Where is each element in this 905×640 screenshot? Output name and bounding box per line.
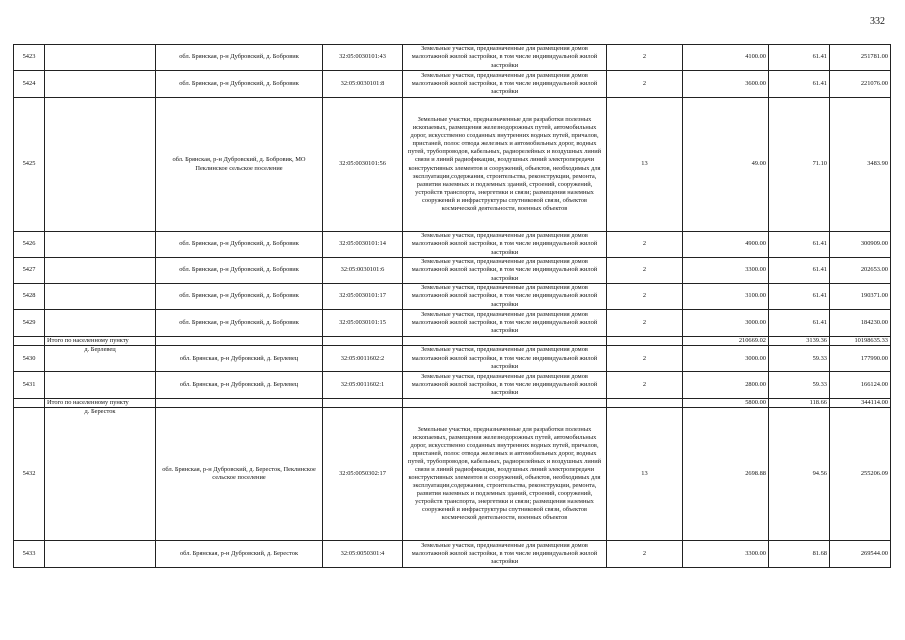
settlement-name: д. Берлевец xyxy=(45,346,156,372)
cadastral-number: 32:05:0030101:15 xyxy=(323,310,403,337)
group-number: 2 xyxy=(607,232,683,258)
cadastral-value-cell: 269544.00 xyxy=(830,541,891,568)
settlement-name xyxy=(45,284,156,310)
table-row xyxy=(14,284,891,310)
cadastral-value-cell: 300909.00 xyxy=(830,232,891,258)
record-number: 5426 xyxy=(14,232,45,258)
settlement-start-row xyxy=(14,408,891,541)
empty-cell xyxy=(403,399,607,408)
subtotal-cadastral-value: 344114.00 xyxy=(830,399,891,408)
area-cell: 3600.00 xyxy=(683,71,769,98)
land-use-purpose: Земельные участки, предназначенные для размещения домов малоэтажной жилой застройки, в том числе индивидуальной жилой застройки xyxy=(403,258,607,284)
table-row xyxy=(14,372,891,399)
record-number: 5425 xyxy=(14,98,45,232)
cadastral-value-cell: 3483.90 xyxy=(830,98,891,232)
land-use-purpose: Земельные участки, предназначенные для размещения домов малоэтажной жилой застройки, в том числе индивидуальной жилой застройки xyxy=(403,71,607,98)
land-use-purpose: Земельные участки, предназначенные для размещения домов малоэтажной жилой застройки, в том числе индивидуальной жилой застройки xyxy=(403,232,607,258)
address-cell: обл. Брянская, р-н Дубровский, д. Берлевец xyxy=(156,346,323,372)
settlement-name xyxy=(45,310,156,337)
group-number: 13 xyxy=(607,98,683,232)
area-cell: 2698.88 xyxy=(683,408,769,541)
record-number: 5433 xyxy=(14,541,45,568)
group-number: 2 xyxy=(607,541,683,568)
address-cell: обл. Брянская, р-н Дубровский, д. Бобровик, МО Пеклинское сельское поселение xyxy=(156,98,323,232)
empty-cell xyxy=(156,337,323,346)
record-number: 5427 xyxy=(14,258,45,284)
empty-cell xyxy=(14,337,45,346)
subtotal-specific-value: 118.66 xyxy=(769,399,830,408)
specific-value-cell: 94.56 xyxy=(769,408,830,541)
settlement-start-row xyxy=(14,346,891,372)
table-row xyxy=(14,232,891,258)
land-use-purpose: Земельные участки, предназначенные для размещения домов малоэтажной жилой застройки, в том числе индивидуальной жилой застройки xyxy=(403,346,607,372)
subtotal-row xyxy=(14,399,891,408)
area-cell: 3000.00 xyxy=(683,346,769,372)
cadastral-number: 32:05:0050301:4 xyxy=(323,541,403,568)
cadastral-value-cell: 190371.00 xyxy=(830,284,891,310)
settlement-name xyxy=(45,71,156,98)
subtotal-area: 5800.00 xyxy=(683,399,769,408)
cadastral-number: 32:05:0030101:14 xyxy=(323,232,403,258)
address-cell: обл. Брянская, р-н Дубровский, д. Бобровик xyxy=(156,284,323,310)
cadastral-number: 32:05:0030101:8 xyxy=(323,71,403,98)
area-cell: 3300.00 xyxy=(683,258,769,284)
settlement-name: д. Бересток xyxy=(45,408,156,541)
address-cell: обл. Брянская, р-н Дубровский, д. Бобровик xyxy=(156,310,323,337)
record-number: 5432 xyxy=(14,408,45,541)
group-number: 2 xyxy=(607,310,683,337)
page-number: 332 xyxy=(870,16,885,27)
area-cell: 4900.00 xyxy=(683,232,769,258)
land-use-purpose: Земельные участки, предназначенные для разработки полезных ископаемых, размещения железнодорожных путей, автомобильных дорог, искусственно созданных внутренних водных путей, причалов, пристаней, полос отвода железных и автомобильных дорог, водных путей, трубопроводов, кабельных, радиорелейных и воздушных линий связи и линий радиофикации, воздушных линий электропередачи конструктивных элементов и сооружений, объектов, необходимых для эксплуатации,содержания, строительства, реконструкции, ремонта, развития наземных и подземных зданий, строений, сооружений, устройств транспорта, энергетики и связи; размещения наземных сооружений и инфраструктуры спутниковой связи, объектов космической деятельности, военных объектов xyxy=(403,98,607,232)
cadastral-value-cell: 184230.00 xyxy=(830,310,891,337)
area-cell: 3100.00 xyxy=(683,284,769,310)
address-cell: обл. Брянская, р-н Дубровский, д. Берлевец xyxy=(156,372,323,399)
empty-cell xyxy=(14,399,45,408)
empty-cell xyxy=(323,337,403,346)
subtotal-specific-value: 3139.36 xyxy=(769,337,830,346)
group-number: 2 xyxy=(607,372,683,399)
specific-value-cell: 61.41 xyxy=(769,45,830,71)
land-use-purpose: Земельные участки, предназначенные для размещения домов малоэтажной жилой застройки, в том числе индивидуальной жилой застройки xyxy=(403,284,607,310)
area-cell: 3000.00 xyxy=(683,310,769,337)
cadastral-value-cell: 166124.00 xyxy=(830,372,891,399)
address-cell: обл. Брянская, р-н Дубровский, д. Бобровик xyxy=(156,232,323,258)
cadastral-value-cell: 202653.00 xyxy=(830,258,891,284)
specific-value-cell: 61.41 xyxy=(769,310,830,337)
settlement-name xyxy=(45,232,156,258)
address-cell: обл. Брянская, р-н Дубровский, д. Бобровик xyxy=(156,71,323,98)
empty-cell xyxy=(323,399,403,408)
subtotal-area: 210669.02 xyxy=(683,337,769,346)
cadastral-number: 32:05:0050302:17 xyxy=(323,408,403,541)
record-number: 5423 xyxy=(14,45,45,71)
address-cell: обл. Брянская, р-н Дубровский, д. Бобровик xyxy=(156,45,323,71)
empty-cell xyxy=(607,399,683,408)
table-row xyxy=(14,98,891,232)
address-cell: обл. Брянская, р-н Дубровский, д. Бересток, Пеклинское сельское поселение xyxy=(156,408,323,541)
subtotal-row xyxy=(14,337,891,346)
cadastral-number: 32:05:0011602:1 xyxy=(323,372,403,399)
area-cell: 4100.00 xyxy=(683,45,769,71)
address-cell: обл. Брянская, р-н Дубровский, д. Бобровик xyxy=(156,258,323,284)
land-use-purpose: Земельные участки, предназначенные для размещения домов малоэтажной жилой застройки, в том числе индивидуальной жилой застройки xyxy=(403,45,607,71)
area-cell: 49.00 xyxy=(683,98,769,232)
address-cell: обл. Брянская, р-н Дубровский, д. Бересток xyxy=(156,541,323,568)
cadastral-number: 32:05:0030101:6 xyxy=(323,258,403,284)
specific-value-cell: 59.33 xyxy=(769,346,830,372)
table-row xyxy=(14,310,891,337)
table-row xyxy=(14,258,891,284)
settlement-name xyxy=(45,45,156,71)
record-number: 5430 xyxy=(14,346,45,372)
subtotal-label: Итого по населенному пункту xyxy=(45,337,156,346)
cadastral-number: 32:05:0011602:2 xyxy=(323,346,403,372)
land-use-purpose: Земельные участки, предназначенные для размещения домов малоэтажной жилой застройки, в том числе индивидуальной жилой застройки xyxy=(403,541,607,568)
subtotal-cadastral-value: 10198635.33 xyxy=(830,337,891,346)
group-number: 13 xyxy=(607,408,683,541)
specific-value-cell: 61.41 xyxy=(769,71,830,98)
group-number: 2 xyxy=(607,258,683,284)
specific-value-cell: 61.41 xyxy=(769,284,830,310)
table-body xyxy=(14,45,891,568)
table-row xyxy=(14,71,891,98)
specific-value-cell: 61.41 xyxy=(769,258,830,284)
specific-value-cell: 81.68 xyxy=(769,541,830,568)
land-use-purpose: Земельные участки, предназначенные для размещения домов малоэтажной жилой застройки, в том числе индивидуальной жилой застройки xyxy=(403,372,607,399)
cadastral-number: 32:05:0030101:56 xyxy=(323,98,403,232)
specific-value-cell: 71.10 xyxy=(769,98,830,232)
area-cell: 3300.00 xyxy=(683,541,769,568)
record-number: 5428 xyxy=(14,284,45,310)
cadastral-number: 32:05:0030101:17 xyxy=(323,284,403,310)
settlement-name xyxy=(45,258,156,284)
cadastral-value-table xyxy=(13,44,891,568)
cadastral-value-cell: 221076.00 xyxy=(830,71,891,98)
settlement-name xyxy=(45,372,156,399)
subtotal-label: Итого по населенному пункту xyxy=(45,399,156,408)
table-row xyxy=(14,45,891,71)
cadastral-value-cell: 177990.00 xyxy=(830,346,891,372)
group-number: 2 xyxy=(607,346,683,372)
cadastral-number: 32:05:0030101:43 xyxy=(323,45,403,71)
cadastral-value-cell: 255206.09 xyxy=(830,408,891,541)
land-use-purpose: Земельные участки, предназначенные для разработки полезных ископаемых, размещения железнодорожных путей, автомобильных дорог, искусственно созданных внутренних водных путей, причалов, пристаней, полос отвода железных и автомобильных дорог, водных путей, трубопроводов, кабельных, радиорелейных и воздушных линий связи и линий радиофикации, воздушных линий электропередачи конструктивных элементов и сооружений, объектов, необходимых для эксплуатации,содержания, строительства, реконструкции, ремонта, развития наземных и подземных зданий, строений, сооружений, устройств транспорта, энергетики и связи; размещения наземных сооружений и инфраструктуры спутниковой связи, объектов космической деятельности, военных объектов xyxy=(403,408,607,541)
group-number: 2 xyxy=(607,71,683,98)
specific-value-cell: 61.41 xyxy=(769,232,830,258)
empty-cell xyxy=(403,337,607,346)
group-number: 2 xyxy=(607,45,683,71)
record-number: 5424 xyxy=(14,71,45,98)
record-number: 5429 xyxy=(14,310,45,337)
settlement-name xyxy=(45,541,156,568)
cadastral-value-cell: 251781.00 xyxy=(830,45,891,71)
empty-cell xyxy=(607,337,683,346)
empty-cell xyxy=(156,399,323,408)
table-row xyxy=(14,541,891,568)
area-cell: 2800.00 xyxy=(683,372,769,399)
group-number: 2 xyxy=(607,284,683,310)
record-number: 5431 xyxy=(14,372,45,399)
land-use-purpose: Земельные участки, предназначенные для размещения домов малоэтажной жилой застройки, в том числе индивидуальной жилой застройки xyxy=(403,310,607,337)
settlement-name xyxy=(45,98,156,232)
specific-value-cell: 59.33 xyxy=(769,372,830,399)
